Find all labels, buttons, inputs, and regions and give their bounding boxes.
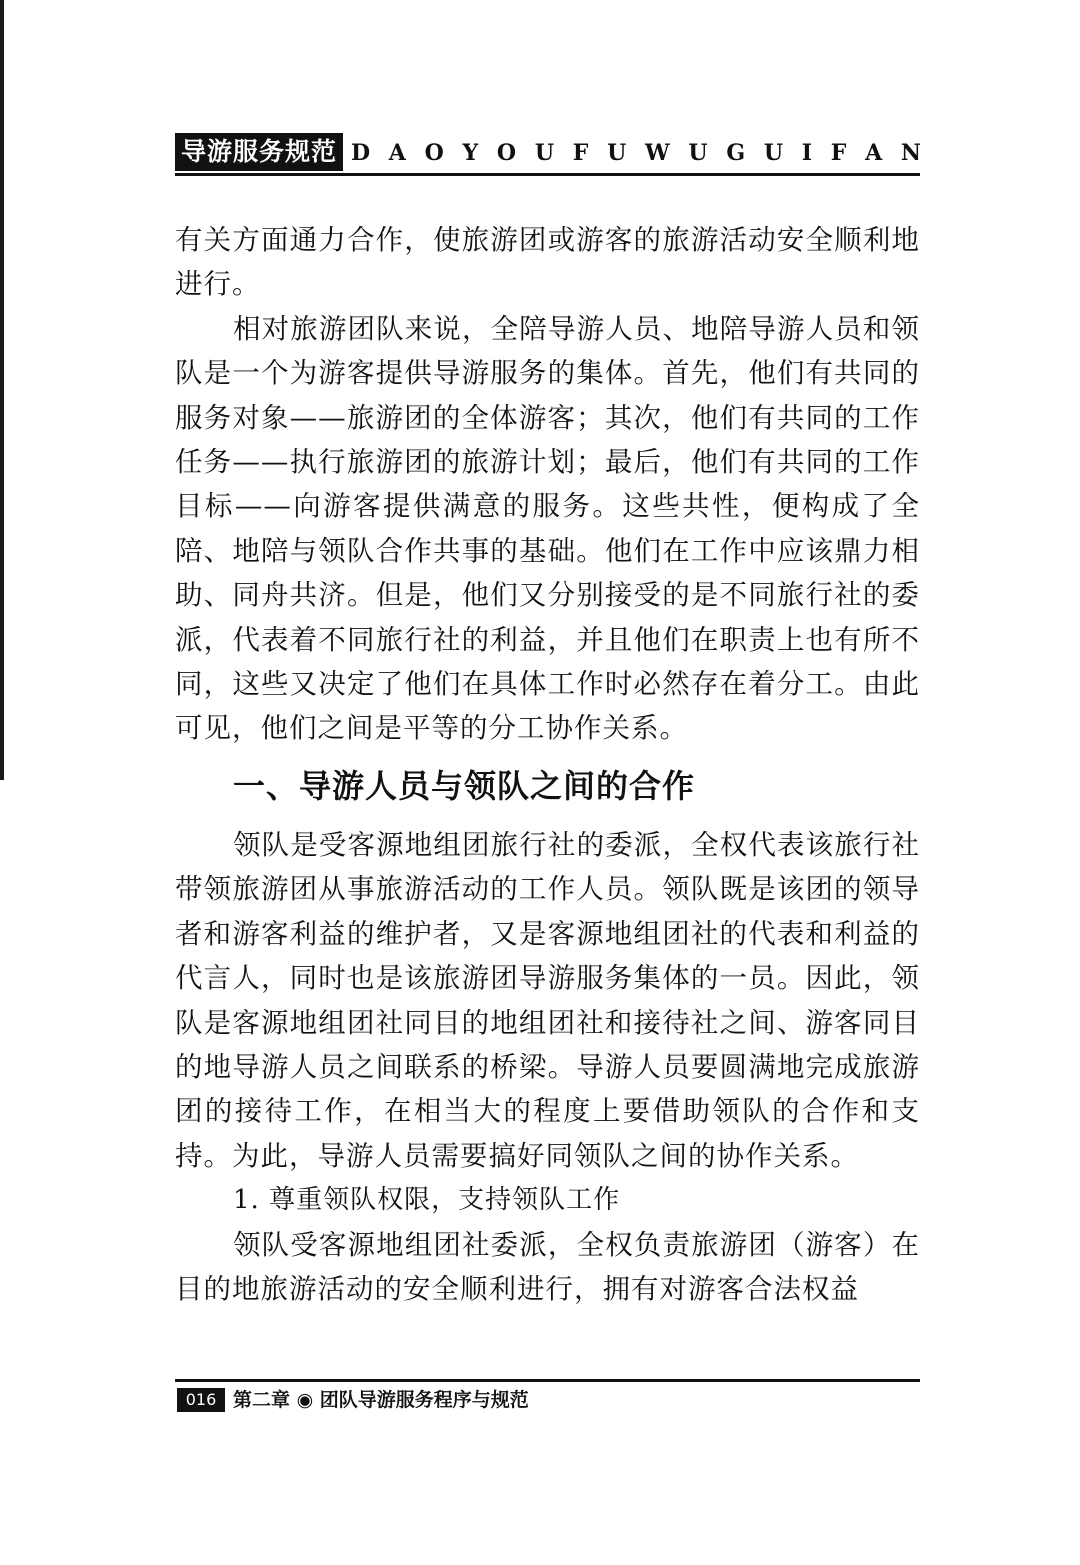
header-title-badge: 导游服务规范: [175, 133, 343, 171]
header-letter: W: [644, 140, 670, 166]
header-letter: G: [726, 140, 746, 166]
header-letter: I: [801, 140, 813, 166]
paragraph: 相对旅游团队来说，全陪导游人员、地陪导游人员和领队是一个为游客提供导游服务的集体。首先，他们有共同的服务对象——旅游团的全体游客；其次，他们有共同的工作任务——执行旅游团的旅游计划；最后，他们有共同的工作目标——向游客提供满意的服务。这些共性，便构成了全陪、地陪与领队合作共事的基础。他们在工作中应该鼎力相助、同舟共济。但是，他们又分别接受的是不同旅行社的委派，代表着不同旅行社的利益，并且他们在职责上也有所不同，这些又决定了他们在具体工作时必然存在着分工。由此可见，他们之间是平等的分工协作关系。: [175, 312, 920, 745]
header-letter: O: [496, 140, 517, 166]
footer-rule: [175, 1379, 920, 1382]
paragraph-continued: 有关方面通力合作，使旅游团或游客的旅游活动安全顺利地进行。: [175, 224, 920, 301]
paragraph: 领队是受客源地组团旅行社的委派，全权代表该旅行社带领旅游团从事旅游活动的工作人员。领队既是该团的领导者和游客利益的维护者，又是客源地组团社的代表和利益的代言人，同时也是该旅游团导游服务集体的一员。因此，领队是客源地组团社同目的地组团社和接待社之间、游客同目的地导游人员之间联系的桥梁。导游人员要圆满地完成旅游团的接待工作，在相当大的程度上要借助领队的合作和支持。为此，导游人员需要搞好同领队之间的协作关系。: [175, 828, 920, 1172]
header-letter: D: [351, 140, 371, 166]
running-footer: [175, 1379, 920, 1419]
header-rule: [175, 173, 920, 176]
header-letter: U: [534, 140, 554, 166]
header-letter: A: [865, 140, 883, 166]
header-pinyin-letters: [351, 136, 921, 170]
running-header: [175, 133, 920, 177]
subsection-heading: 1. 尊重领队权限，支持领队工作: [233, 1185, 621, 1216]
footer-chapter-title: 第二章 ◉ 团队导游服务程序与规范: [233, 1389, 529, 1411]
header-letter: A: [388, 140, 406, 166]
header-letter: U: [763, 140, 784, 166]
page-body: [175, 218, 920, 1311]
header-letter: O: [424, 140, 444, 166]
paragraph: 领队受客源地组团社委派，全权负责旅游团（游客）在目的地旅游活动的安全顺利进行，拥有对游客合法权益: [175, 1228, 920, 1305]
header-letter: N: [900, 140, 921, 166]
header-letter: U: [688, 140, 708, 166]
header-letter: F: [830, 140, 847, 166]
header-letter: Y: [462, 140, 479, 166]
header-letter: U: [607, 140, 627, 166]
page-number: 016: [177, 1388, 225, 1412]
page-edge-line: [0, 0, 4, 780]
section-heading: 一、导游人员与领队之间的合作: [233, 766, 696, 805]
header-letter: F: [572, 140, 589, 166]
